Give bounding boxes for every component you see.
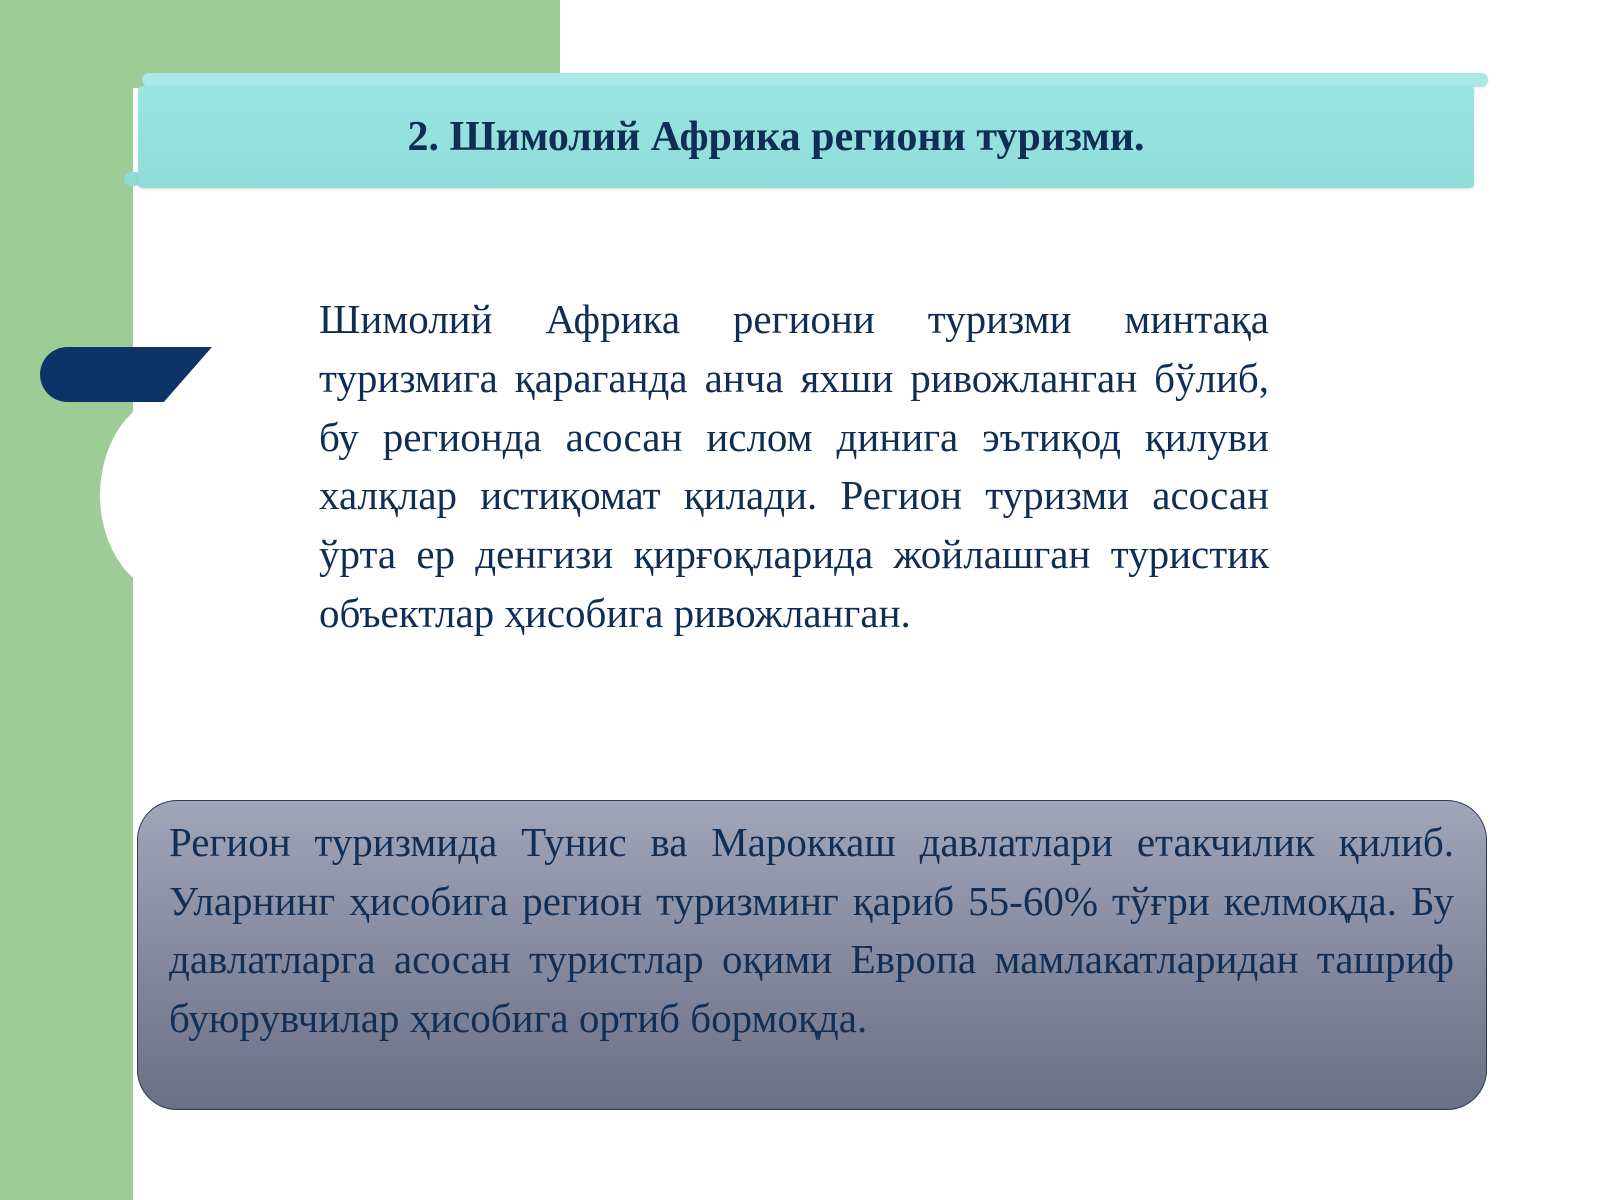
decorative-white-curve	[100, 395, 250, 595]
title-banner-roll	[142, 73, 1488, 87]
navy-accent-tab	[40, 347, 212, 402]
title-banner	[138, 86, 1474, 188]
slide-title: 2. Шимолий Африка региони туризми.	[407, 114, 1145, 160]
note-box	[137, 800, 1487, 1110]
main-paragraph: Шимолий Африка региони туризми минтақа туризмига қараганда анча яхши ривожланган бўлиб, бу регионда асосан ислом динига эътиқод қилуви халқлар истиқомат қилади. Регион туризми асосан ўрта ер денгизи қирғоқларида жойлашган туристик объектлар ҳисобига ривожланган.	[319, 296, 1269, 636]
note-paragraph: Регион туризмида Тунис ва Мароккаш давлатлари етакчилик қилиб. Уларнинг ҳисобига регион туризминг қариб 55-60% тўғри келмоқда. Бу давлатларга асосан туристлар оқими Европа мамлакатларидан ташриф буюрувчилар ҳисобига ортиб бормоқда.	[169, 819, 1454, 1041]
left-green-band	[0, 0, 133, 1200]
